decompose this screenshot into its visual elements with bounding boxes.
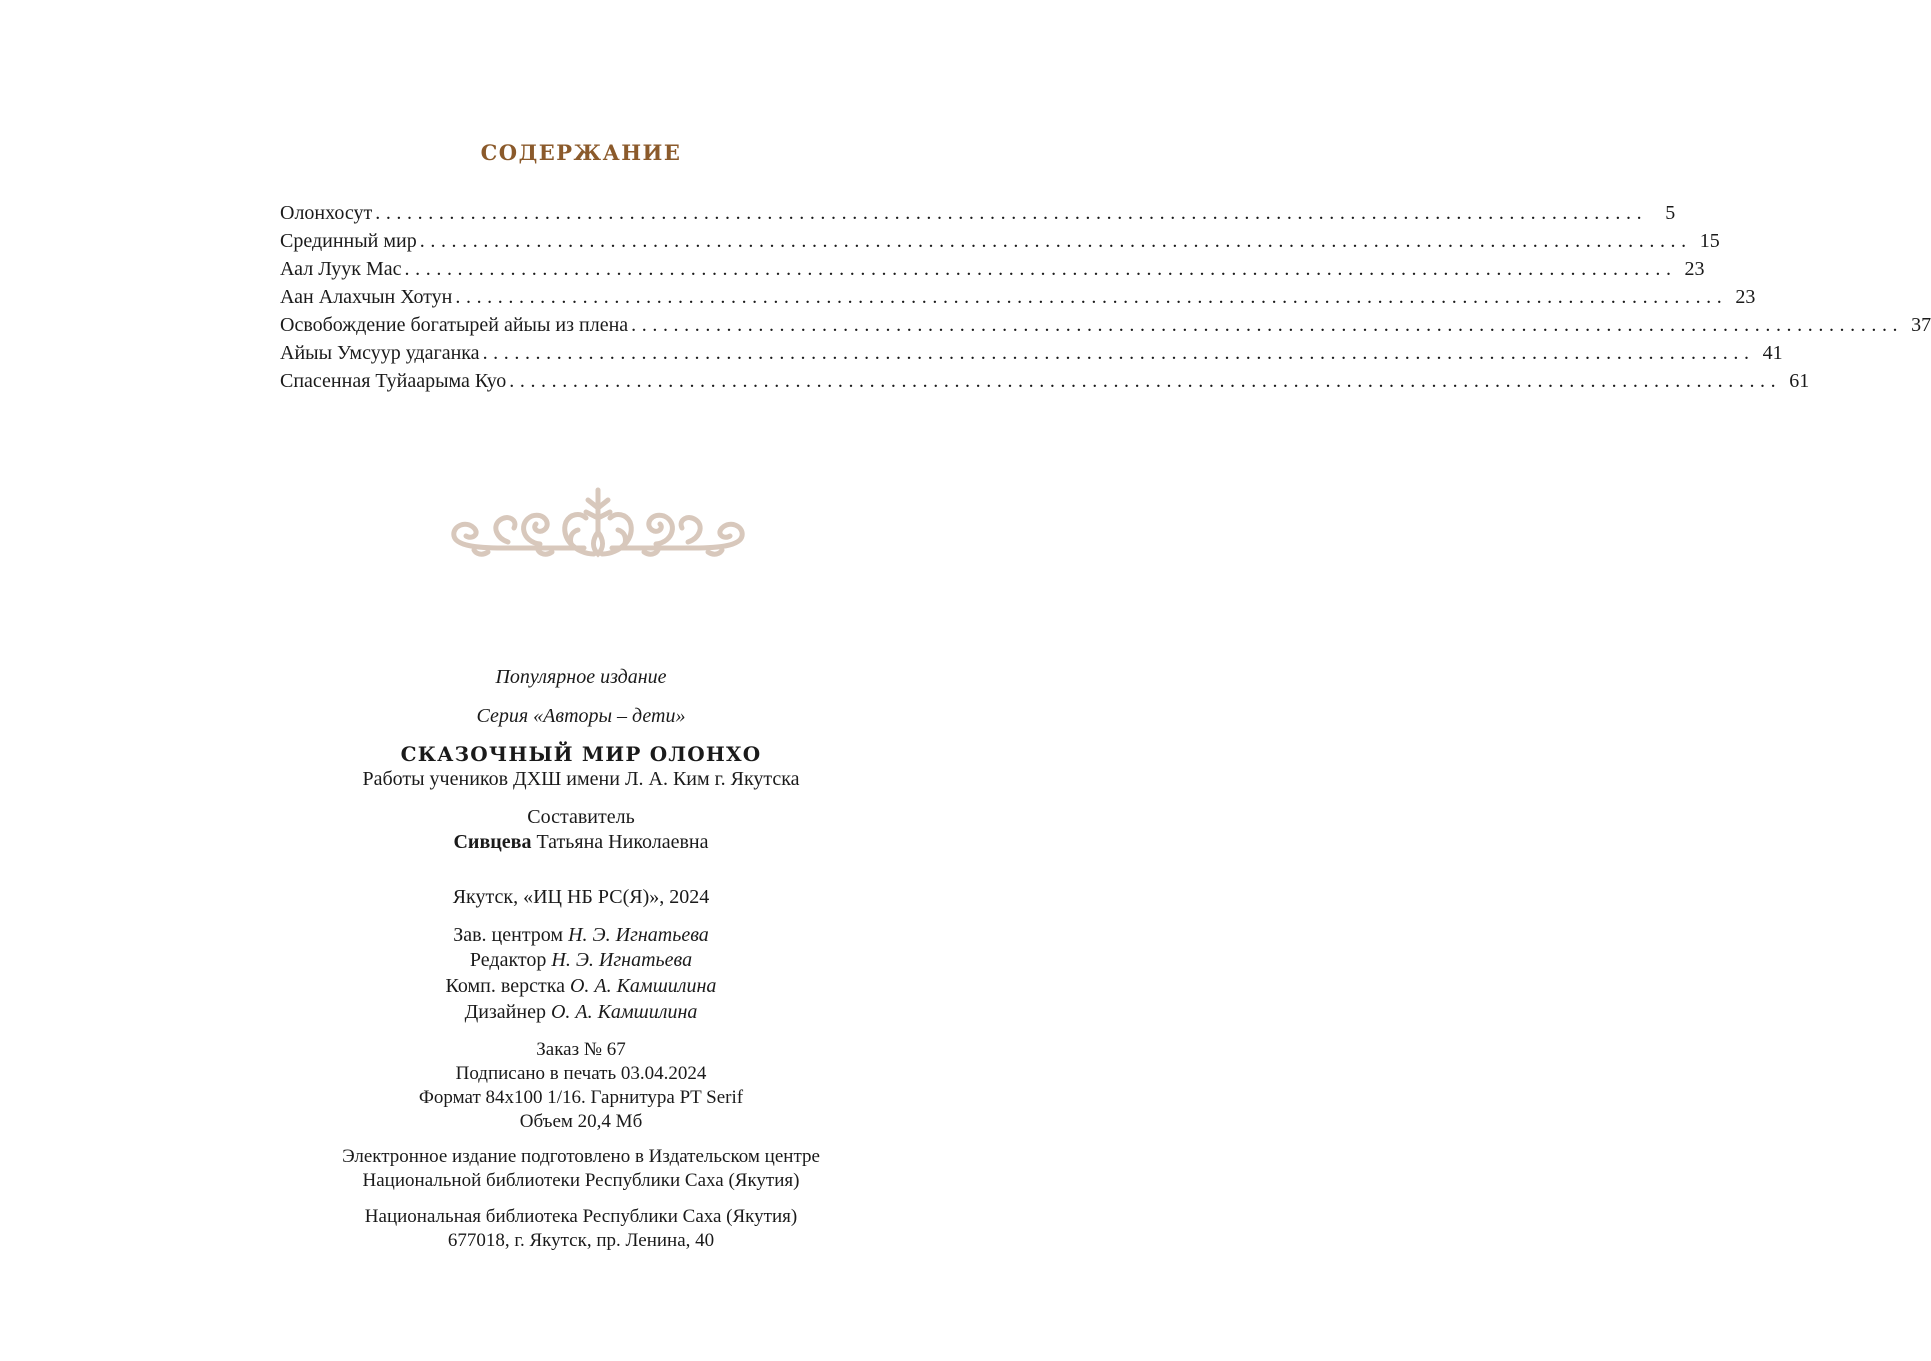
toc-item-label: Аан Алахчын Хотун: [280, 286, 453, 308]
toc-item-label: Освобождение богатырей айыы из плена: [280, 314, 629, 336]
toc-item: [280, 255, 1705, 283]
volume-line: Объем 20,4 Мб: [519, 1111, 643, 1132]
book-title: СКАЗОЧНЫЙ МИР ОЛОНХО: [400, 742, 762, 766]
toc-item-label: Срединный мир: [280, 230, 417, 252]
staff-person: Н. Э. Игнатьева: [551, 949, 693, 971]
prepared-line-1: Электронное издание подготовлено в Издательском центре: [342, 1146, 820, 1167]
toc-leader-dots: ........................................................................................................................: [375, 202, 1648, 224]
edition-type: Популярное издание: [495, 666, 667, 688]
staff-person: О. А. Камшилина: [550, 1001, 698, 1023]
toc-item-page: 61: [1789, 370, 1810, 392]
toc-item: [280, 311, 1931, 339]
toc-item-label: Спасенная Туйаарыма Куо: [280, 370, 507, 392]
toc-item-page: 37: [1911, 314, 1931, 336]
toc-item-label: Олонхосут: [280, 202, 373, 224]
toc-list: [280, 199, 1931, 395]
staff-person: Н. Э. Игнатьева: [568, 924, 709, 946]
toc-item-page: 5: [1665, 202, 1676, 224]
staff-line: [0, 924, 1162, 947]
signed-date: Подписано в печать 03.04.2024: [455, 1063, 707, 1084]
address-line-1: Национальная библиотека Республики Саха (Якутия): [364, 1206, 798, 1227]
book-subtitle: Работы учеников ДХШ имени Л. А. Ким г. Якутска: [362, 768, 800, 790]
staff-role: Зав. центром: [453, 924, 564, 946]
toc-item-page: 23: [1735, 286, 1756, 308]
staff-role: Дизайнер: [464, 1001, 546, 1023]
toc-item: [280, 339, 1783, 367]
staff-line: [0, 975, 1162, 998]
series-line: Серия «Авторы – дети»: [476, 705, 686, 727]
toc-leader-dots: ........................................................................................................................: [482, 342, 1755, 364]
toc-leader-dots: ........................................................................................................................: [631, 314, 1904, 336]
toc-leader-dots: ........................................................................................................................: [404, 258, 1677, 280]
order-number: Заказ № 67: [536, 1039, 626, 1060]
staff-role: Редактор: [469, 949, 547, 971]
staff-line: [0, 1001, 1162, 1024]
toc-title: СОДЕРЖАНИЕ: [480, 140, 682, 165]
address-line-2: 677018, г. Якутск, пр. Ленина, 40: [447, 1230, 715, 1251]
toc-item-page: 23: [1684, 258, 1705, 280]
compiler-label: Составитель: [527, 806, 635, 828]
toc-item: [280, 227, 1720, 255]
compiler-given-name: Татьяна Николаевна: [536, 831, 709, 853]
decorative-flourish-ornament-icon: [448, 486, 748, 566]
staff-person: О. А. Камшилина: [569, 975, 717, 997]
staff-role: Комп. верстка: [445, 975, 565, 997]
format-line: Формат 84х100 1/16. Гарнитура PT Serif: [418, 1087, 744, 1108]
staff-line: [0, 949, 1162, 972]
compiler-name-line: [0, 831, 1162, 854]
toc-item-label: Аал Луук Мас: [280, 258, 402, 280]
toc-leader-dots: ........................................................................................................................: [419, 230, 1692, 252]
toc-item-page: 15: [1699, 230, 1720, 252]
toc-item: [280, 199, 1676, 227]
compiler-surname: Сивцева: [453, 831, 532, 853]
prepared-line-2: Национальной библиотеки Республики Саха (Якутия): [362, 1170, 800, 1191]
toc-leader-dots: ........................................................................................................................: [509, 370, 1782, 392]
publisher-line: Якутск, «ИЦ НБ РС(Я)», 2024: [452, 886, 710, 908]
toc-item: [280, 367, 1810, 395]
toc-item-page: 41: [1762, 342, 1783, 364]
toc-item-label: Айыы Умсуур удаганка: [280, 342, 480, 364]
toc-item: [280, 283, 1756, 311]
toc-leader-dots: ........................................................................................................................: [455, 286, 1728, 308]
